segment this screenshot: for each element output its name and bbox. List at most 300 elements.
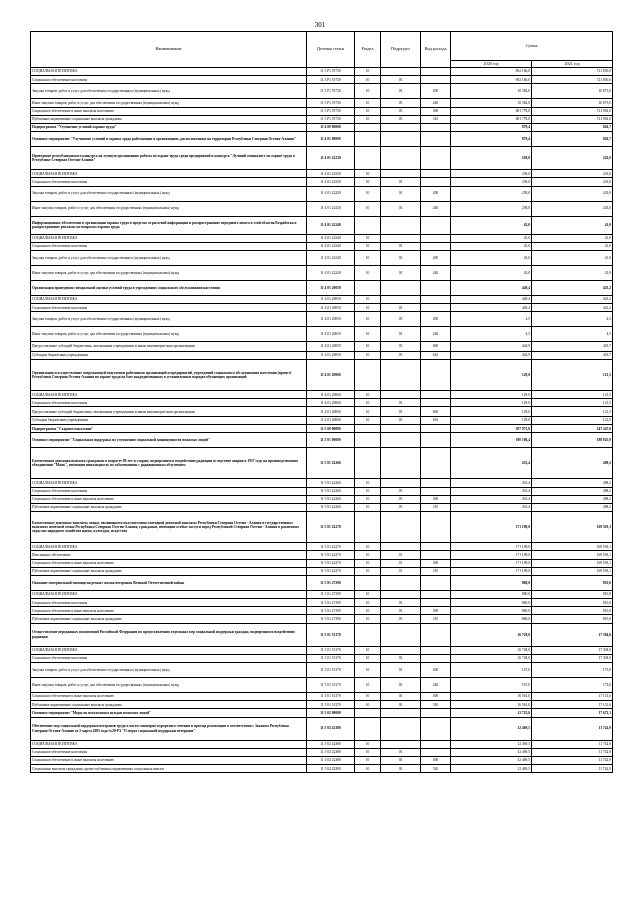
cell-section: 10: [355, 663, 381, 678]
cell-subsection: 03: [381, 99, 421, 107]
cell-target: 11 4 01 20050: [307, 351, 355, 359]
cell-2021: 826,7: [532, 123, 613, 131]
cell-expense-type: 200: [421, 250, 451, 265]
cell-2020: 258,0: [451, 147, 532, 170]
cell-target: 11 5 01 27290: [307, 599, 355, 607]
cell-2020: 16 561,0: [451, 693, 532, 701]
cell-subsection: [381, 280, 421, 295]
cell-target: 11 4 01 22240: [307, 265, 355, 280]
table-row: [31, 717, 613, 740]
table-row: [31, 543, 613, 551]
cell-subsection: [381, 590, 421, 598]
cell-expense-type: [421, 391, 451, 399]
cell-2021: 826,7: [532, 132, 613, 147]
cell-section: 10: [355, 417, 381, 425]
cell-section: 10: [355, 265, 381, 280]
cell-target: 11 5 01 22260: [307, 448, 355, 479]
table-row: [31, 678, 613, 693]
cell-2021: 11 742,9: [532, 756, 613, 764]
header-target: Целевая статья: [307, 32, 355, 68]
table-row: [31, 567, 613, 575]
cell-subsection: [381, 717, 421, 740]
cell-name: Публичные нормативные социальные выплаты гражданам: [31, 503, 307, 511]
cell-2020: 129,0: [451, 417, 532, 425]
table-row: [31, 99, 613, 107]
cell-2020: 12 469,5: [451, 765, 532, 773]
cell-name: Социальное обеспечение и иные выплаты населению: [31, 559, 307, 567]
cell-expense-type: [421, 280, 451, 295]
cell-expense-type: 300: [421, 756, 451, 764]
cell-name: СОЦИАЛЬНАЯ ПОЛИТИКА: [31, 170, 307, 178]
cell-target: 11 5 02 22380: [307, 717, 355, 740]
table-row: [31, 575, 613, 590]
cell-name: Закупка товаров, работ и услуг для обеспечения государственных (муниципальных) нужд: [31, 84, 307, 99]
cell-name: Предоставление субсидий бюджетным, автономным учреждениям и иным некоммерческим организациям: [31, 407, 307, 417]
table-row: [31, 76, 613, 84]
table-row: [31, 479, 613, 487]
cell-expense-type: [421, 433, 451, 448]
cell-target: 11 4 01 22230: [307, 186, 355, 201]
cell-name: Социальное обеспечение населения: [31, 76, 307, 84]
cell-name: Публичные нормативные социальные выплаты гражданам: [31, 567, 307, 575]
cell-section: 10: [355, 295, 381, 303]
cell-expense-type: [421, 76, 451, 84]
cell-expense-type: 240: [421, 327, 451, 342]
cell-name: Проведение республиканского конкурса на лучшую организацию работы по охране труда среди предприятий и конкурса "Лучший специалист по охране труда в Республике Северная Осетия-Алания": [31, 147, 307, 170]
cell-expense-type: [421, 623, 451, 646]
cell-2021: 810,0: [532, 575, 613, 590]
cell-2021: 169 503,1: [532, 559, 613, 567]
header-section: Раздел: [355, 32, 381, 68]
cell-expense-type: 610: [421, 351, 451, 359]
cell-expense-type: [421, 399, 451, 407]
cell-name: Социальное обеспечение и иные выплаты населению: [31, 756, 307, 764]
cell-2021: 11 742,9: [532, 748, 613, 756]
table-row: [31, 216, 613, 234]
cell-target: 11 5 01 22260: [307, 487, 355, 495]
cell-2021: 547 347,0: [532, 425, 613, 433]
cell-expense-type: [421, 740, 451, 748]
cell-section: 10: [355, 495, 381, 503]
cell-section: 10: [355, 765, 381, 773]
cell-name: Социальное обеспечение населения: [31, 599, 307, 607]
cell-section: [355, 709, 381, 717]
cell-subsection: [381, 709, 421, 717]
cell-2020: 171 109,0: [451, 559, 532, 567]
table-row: [31, 607, 613, 615]
cell-2021: 423,2: [532, 280, 613, 295]
cell-subsection: 03: [381, 407, 421, 417]
cell-expense-type: [421, 425, 451, 433]
cell-2021: 810,0: [532, 615, 613, 623]
cell-2021: 121,5: [532, 399, 613, 407]
table-row: [31, 765, 613, 773]
cell-2020: 12 725,6: [451, 709, 532, 717]
cell-section: [355, 147, 381, 170]
cell-target: 11 5 01 27290: [307, 607, 355, 615]
cell-expense-type: 240: [421, 678, 451, 693]
cell-name: Социальное обеспечение населения: [31, 654, 307, 662]
cell-section: 10: [355, 391, 381, 399]
cell-subsection: 03: [381, 107, 421, 115]
cell-name: Социальное обеспечение и иные выплаты населению: [31, 107, 307, 115]
cell-2020: 171 109,0: [451, 512, 532, 543]
cell-target: 11 4 01 20060: [307, 391, 355, 399]
cell-expense-type: 310: [421, 701, 451, 709]
cell-2021: 721 902,0: [532, 115, 613, 123]
cell-2021: 243,0: [532, 201, 613, 216]
header-year-2021: 2021 год: [532, 61, 613, 68]
cell-2021: 41,0: [532, 216, 613, 234]
cell-2020: 433,4: [451, 479, 532, 487]
cell-2020: 879,4: [451, 132, 532, 147]
cell-subsection: 03: [381, 265, 421, 280]
cell-expense-type: [421, 147, 451, 170]
cell-target: 11 5 02 22380: [307, 740, 355, 748]
cell-section: [355, 433, 381, 448]
cell-name: СОЦИАЛЬНАЯ ПОЛИТИКА: [31, 68, 307, 76]
cell-subsection: 03: [381, 495, 421, 503]
cell-2021: 243,0: [532, 186, 613, 201]
cell-target: 11 4 01 22230: [307, 147, 355, 170]
cell-subsection: 03: [381, 250, 421, 265]
cell-2021: 408,2: [532, 487, 613, 495]
table-row: [31, 391, 613, 399]
cell-name: СОЦИАЛЬНАЯ ПОЛИТИКА: [31, 740, 307, 748]
cell-2020: 190 186,4: [451, 433, 532, 448]
cell-name: Социальное обеспечение населения: [31, 748, 307, 756]
cell-2020: 433,4: [451, 487, 532, 495]
table-row: [31, 693, 613, 701]
cell-section: 10: [355, 654, 381, 662]
cell-2021: 11 742,9: [532, 717, 613, 740]
cell-subsection: 03: [381, 201, 421, 216]
cell-section: 10: [355, 693, 381, 701]
cell-section: [355, 425, 381, 433]
cell-subsection: [381, 512, 421, 543]
cell-name: Оказание материальной помощи на ремонт жилья ветеранам Великой Отечественной войны: [31, 575, 307, 590]
cell-2021: 41,0: [532, 250, 613, 265]
cell-2021: 17 131,6: [532, 693, 613, 701]
cell-2020: 171 109,0: [451, 551, 532, 559]
cell-expense-type: [421, 709, 451, 717]
cell-subsection: [381, 147, 421, 170]
cell-section: 10: [355, 559, 381, 567]
cell-subsection: [381, 740, 421, 748]
cell-2021: 169 503,1: [532, 551, 613, 559]
header-expense-type: Вид расхода: [421, 32, 451, 68]
cell-expense-type: 610: [421, 417, 451, 425]
cell-expense-type: [421, 575, 451, 590]
cell-expense-type: 300: [421, 559, 451, 567]
cell-2020: 129,0: [451, 407, 532, 417]
cell-subsection: 03: [381, 487, 421, 495]
cell-section: 10: [355, 84, 381, 99]
cell-target: 11 5 01 51370: [307, 678, 355, 693]
cell-2020: 43,0: [451, 234, 532, 242]
cell-section: [355, 132, 381, 147]
cell-expense-type: [421, 717, 451, 740]
cell-subsection: 01: [381, 551, 421, 559]
cell-name: Закупка товаров, работ и услуг для обеспечения государственных (муниципальных) нужд: [31, 312, 307, 327]
table-row: [31, 433, 613, 448]
table-row: [31, 84, 613, 99]
cell-expense-type: [421, 448, 451, 479]
cell-section: 10: [355, 178, 381, 186]
cell-2020: 4,5: [451, 327, 532, 342]
cell-2021: 721 850,0: [532, 76, 613, 84]
cell-name: Публичные нормативные социальные выплаты гражданам: [31, 615, 307, 623]
cell-target: 11 5 01 22260: [307, 495, 355, 503]
cell-subsection: 03: [381, 663, 421, 678]
cell-section: 10: [355, 590, 381, 598]
table-row: [31, 123, 613, 131]
cell-expense-type: 300: [421, 693, 451, 701]
cell-expense-type: 310: [421, 615, 451, 623]
cell-section: 10: [355, 479, 381, 487]
cell-name: Социальное обеспечение и иные выплаты населению: [31, 693, 307, 701]
cell-subsection: 03: [381, 115, 421, 123]
table-row: [31, 740, 613, 748]
cell-2021: 121,5: [532, 407, 613, 417]
cell-subsection: 03: [381, 242, 421, 250]
cell-section: 10: [355, 607, 381, 615]
cell-2021: 423,2: [532, 304, 613, 312]
cell-expense-type: [421, 479, 451, 487]
cell-subsection: 03: [381, 342, 421, 352]
cell-subsection: 03: [381, 327, 421, 342]
cell-2020: 258,0: [451, 170, 532, 178]
cell-2020: 12 469,5: [451, 748, 532, 756]
cell-2020: 16 728,0: [451, 623, 532, 646]
cell-2020: 860,0: [451, 607, 532, 615]
cell-section: 10: [355, 615, 381, 623]
table-row: [31, 599, 613, 607]
cell-target: 11 5 02 00000: [307, 709, 355, 717]
cell-target: 11 5 01 22260: [307, 479, 355, 487]
cell-target: 11 5 01 22270: [307, 567, 355, 575]
cell-section: 10: [355, 115, 381, 123]
cell-2020: 860,0: [451, 599, 532, 607]
cell-expense-type: 200: [421, 84, 451, 99]
table-row: [31, 407, 613, 417]
cell-section: 10: [355, 551, 381, 559]
cell-name: СОЦИАЛЬНАЯ ПОЛИТИКА: [31, 590, 307, 598]
cell-2020: 258,0: [451, 178, 532, 186]
cell-name: Социальное обеспечение и иные выплаты населению: [31, 495, 307, 503]
cell-subsection: 03: [381, 748, 421, 756]
cell-section: 10: [355, 312, 381, 327]
cell-target: 11 3 Р1 55730: [307, 76, 355, 84]
cell-2021: 169 503,1: [532, 543, 613, 551]
cell-name: Иные закупки товаров, работ и услуг для обеспечения государственных (муниципальных) нужд: [31, 99, 307, 107]
cell-section: 10: [355, 304, 381, 312]
table-row: [31, 360, 613, 391]
cell-2021: 169 503,1: [532, 567, 613, 575]
cell-target: 11 3 Р1 55730: [307, 68, 355, 76]
cell-2021: 11 742,9: [532, 740, 613, 748]
cell-subsection: 03: [381, 701, 421, 709]
cell-section: 10: [355, 351, 381, 359]
cell-expense-type: [421, 295, 451, 303]
cell-expense-type: [421, 599, 451, 607]
cell-target: 11 4 01 20060: [307, 407, 355, 417]
cell-target: 11 5 01 00000: [307, 433, 355, 448]
cell-2021: 41,0: [532, 265, 613, 280]
table-row: [31, 701, 613, 709]
cell-expense-type: [421, 360, 451, 391]
cell-2021: 243,0: [532, 147, 613, 170]
cell-name: Субсидии бюджетным учреждениям: [31, 351, 307, 359]
cell-section: [355, 623, 381, 646]
cell-2020: 879,4: [451, 123, 532, 131]
cell-expense-type: 240: [421, 201, 451, 216]
cell-2020: 449,4: [451, 280, 532, 295]
cell-target: 11 3 Р1 55730: [307, 115, 355, 123]
cell-expense-type: [421, 512, 451, 543]
cell-subsection: 03: [381, 615, 421, 623]
cell-target: 11 5 02 22380: [307, 765, 355, 773]
cell-subsection: 03: [381, 654, 421, 662]
cell-2021: 173,0: [532, 678, 613, 693]
cell-target: 11 4 01 22230: [307, 178, 355, 186]
cell-2020: 860,0: [451, 590, 532, 598]
cell-2021: 169 503,1: [532, 512, 613, 543]
cell-section: 10: [355, 487, 381, 495]
cell-target: 11 4 01 00000: [307, 132, 355, 147]
table-row: [31, 327, 613, 342]
cell-subsection: [381, 623, 421, 646]
cell-name: Публичные нормативные социальные выплаты гражданам: [31, 115, 307, 123]
cell-2020: 43,0: [451, 265, 532, 280]
table-row: [31, 748, 613, 756]
cell-target: 11 4 01 20050: [307, 342, 355, 352]
table-row: [31, 417, 613, 425]
cell-expense-type: 310: [421, 115, 451, 123]
cell-section: [355, 123, 381, 131]
cell-subsection: 01: [381, 567, 421, 575]
cell-name: Основное мероприятие "Меры по неотложным нуждам пожилых людей": [31, 709, 307, 717]
table-row: [31, 265, 613, 280]
cell-2021: 418,7: [532, 342, 613, 352]
table-row: [31, 503, 613, 511]
cell-2020: 43,0: [451, 242, 532, 250]
cell-name: Ежемесячные денежные выплаты лицам, являющимся получателями ежегодной денежной выплаты Республики Северная Осетия - Алания в государственных выплатах почетной семьи Республики Северная Осетия-Алания, гражданам, имеющим особые заслуги перед Республикой Северная Осетия - Алания в различных отраслях народного хозяйства науки, культуры, искусства: [31, 512, 307, 543]
cell-2021: 121,5: [532, 360, 613, 391]
cell-target: 11 5 02 22380: [307, 756, 355, 764]
cell-expense-type: 240: [421, 265, 451, 280]
cell-target: 11 5 01 51370: [307, 646, 355, 654]
table-row: [31, 304, 613, 312]
cell-target: 11 4 01 22240: [307, 242, 355, 250]
cell-section: 10: [355, 327, 381, 342]
cell-subsection: 03: [381, 186, 421, 201]
cell-expense-type: 300: [421, 607, 451, 615]
cell-2020: 10 382,0: [451, 99, 532, 107]
cell-2021: 17 304,6: [532, 646, 613, 654]
cell-expense-type: 200: [421, 663, 451, 678]
cell-subsection: [381, 132, 421, 147]
cell-expense-type: 600: [421, 342, 451, 352]
cell-2020: 167,0: [451, 663, 532, 678]
cell-expense-type: [421, 132, 451, 147]
cell-expense-type: 300: [421, 107, 451, 115]
cell-section: 10: [355, 107, 381, 115]
cell-expense-type: [421, 551, 451, 559]
cell-2020: 43,0: [451, 216, 532, 234]
cell-subsection: [381, 425, 421, 433]
table-row: [31, 615, 613, 623]
cell-expense-type: [421, 304, 451, 312]
cell-section: [355, 216, 381, 234]
cell-target: 11 5 01 27290: [307, 615, 355, 623]
cell-target: 11 5 00 00000: [307, 425, 355, 433]
cell-section: 10: [355, 170, 381, 178]
cell-expense-type: 240: [421, 99, 451, 107]
cell-subsection: 03: [381, 178, 421, 186]
table-row: [31, 342, 613, 352]
cell-expense-type: [421, 543, 451, 551]
table-row: [31, 512, 613, 543]
cell-2020: 449,4: [451, 304, 532, 312]
cell-subsection: 03: [381, 599, 421, 607]
cell-2020: 433,4: [451, 495, 532, 503]
cell-subsection: [381, 360, 421, 391]
cell-subsection: [381, 123, 421, 131]
cell-2020: 129,0: [451, 391, 532, 399]
cell-2021: 810,0: [532, 607, 613, 615]
cell-name: Основное мероприятие "Социальная поддержка по улучшению социальной защищенности пожилых людей": [31, 433, 307, 448]
cell-subsection: 03: [381, 756, 421, 764]
cell-target: 11 5 01 27290: [307, 575, 355, 590]
cell-section: 10: [355, 99, 381, 107]
cell-2020: 433,4: [451, 448, 532, 479]
cell-name: СОЦИАЛЬНАЯ ПОЛИТИКА: [31, 391, 307, 399]
cell-name: Социальное обеспечение населения: [31, 242, 307, 250]
cell-target: 11 4 01 20050: [307, 304, 355, 312]
cell-section: 10: [355, 407, 381, 417]
cell-section: 10: [355, 242, 381, 250]
cell-name: Иные закупки товаров, работ и услуг для обеспечения государственных (муниципальных) нужд: [31, 327, 307, 342]
cell-target: 11 5 01 22270: [307, 512, 355, 543]
cell-subsection: [381, 575, 421, 590]
cell-section: 10: [355, 543, 381, 551]
cell-name: Осуществление переданных полномочий Российской Федерации по предоставлению отдельных мер социальной поддержки граждан, подвергшихся воздействию радиации: [31, 623, 307, 646]
cell-target: 11 5 01 22270: [307, 559, 355, 567]
cell-2020: 681 778,0: [451, 115, 532, 123]
cell-2021: 17 672,1: [532, 709, 613, 717]
cell-target: 11 4 01 20050: [307, 327, 355, 342]
cell-name: Информационное обеспечение в организации охраны труда в пределах отраслевой информации и распространение передового опыта в этой области.Разработка и распространение рекламы по вопросам охраны труда: [31, 216, 307, 234]
cell-subsection: [381, 646, 421, 654]
table-row: [31, 186, 613, 201]
cell-subsection: [381, 433, 421, 448]
cell-section: 10: [355, 748, 381, 756]
cell-target: 11 4 01 20050: [307, 280, 355, 295]
cell-target: 11 5 01 51370: [307, 654, 355, 662]
cell-target: 11 4 01 20060: [307, 417, 355, 425]
cell-2020: 692 166,0: [451, 76, 532, 84]
table-row: [31, 170, 613, 178]
table-row: [31, 250, 613, 265]
cell-2021: 41,0: [532, 242, 613, 250]
cell-name: СОЦИАЛЬНАЯ ПОЛИТИКА: [31, 543, 307, 551]
cell-2020: 444,9: [451, 351, 532, 359]
cell-2021: 41,0: [532, 234, 613, 242]
cell-section: [355, 575, 381, 590]
cell-2020: 681 778,0: [451, 107, 532, 115]
table-row: [31, 709, 613, 717]
